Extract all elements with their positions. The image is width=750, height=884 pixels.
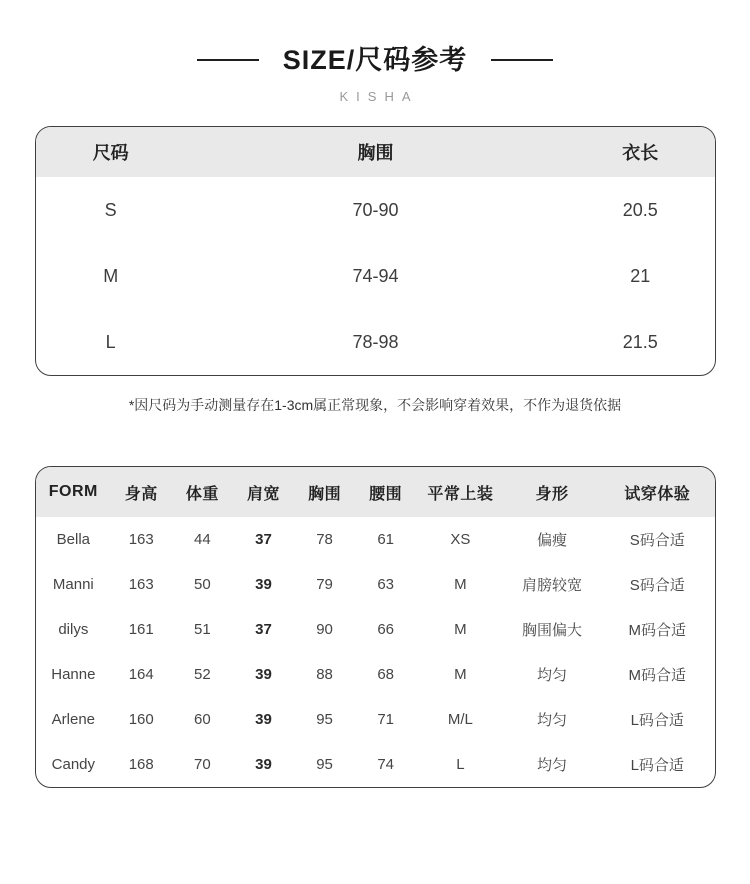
table-cell: Bella bbox=[56, 531, 91, 548]
table-cell: S码合适 bbox=[629, 532, 685, 549]
column-header: 体重 bbox=[172, 467, 233, 517]
table-cell: 88 bbox=[316, 666, 333, 683]
fit-table-header-row bbox=[36, 467, 715, 517]
table-row bbox=[36, 697, 715, 742]
column-header: 衣长 bbox=[566, 127, 715, 177]
table-cell: Hanne bbox=[51, 666, 96, 683]
table-cell: M bbox=[454, 576, 467, 593]
table-row bbox=[36, 309, 715, 375]
size-table-card bbox=[35, 126, 716, 376]
table-cell: 均匀 bbox=[537, 712, 568, 729]
table-cell: 20.5 bbox=[622, 199, 658, 220]
column-header: 身高 bbox=[111, 467, 172, 517]
table-cell: S bbox=[104, 199, 117, 220]
fit-table-body bbox=[36, 517, 715, 787]
table-cell: 37 bbox=[255, 621, 272, 638]
brand-name: KISHA bbox=[339, 89, 419, 104]
table-cell: 均匀 bbox=[537, 667, 568, 684]
table-cell: 161 bbox=[128, 621, 154, 638]
column-header: 胸围 bbox=[294, 467, 355, 517]
column-header: 腰围 bbox=[355, 467, 416, 517]
table-cell: 70 bbox=[194, 756, 211, 773]
table-cell: 71 bbox=[377, 711, 395, 728]
table-cell: 44 bbox=[194, 531, 211, 548]
table-cell: 160 bbox=[128, 711, 154, 728]
table-cell: M码合适 bbox=[628, 622, 687, 639]
table-cell: 39 bbox=[255, 756, 272, 773]
table-cell: 90 bbox=[316, 621, 333, 638]
table-cell: S码合适 bbox=[629, 577, 685, 594]
column-header: 尺码 bbox=[36, 127, 185, 177]
table-cell: 60 bbox=[194, 711, 211, 728]
table-cell: 50 bbox=[194, 576, 211, 593]
table-cell: L bbox=[105, 331, 116, 352]
table-cell: 39 bbox=[255, 666, 272, 683]
table-cell: Candy bbox=[51, 756, 96, 773]
table-cell: M bbox=[454, 621, 467, 638]
column-header: 胸围 bbox=[185, 127, 565, 177]
table-cell: 均匀 bbox=[537, 757, 568, 774]
column-header: 试穿体验 bbox=[600, 467, 715, 517]
column-header: 肩宽 bbox=[233, 467, 294, 517]
table-cell: 78-98 bbox=[352, 331, 399, 352]
table-cell: 51 bbox=[194, 621, 211, 638]
table-cell: 胸围偏大 bbox=[522, 622, 583, 639]
table-cell: 66 bbox=[377, 621, 395, 638]
table-cell: 70-90 bbox=[352, 199, 399, 220]
table-cell: M bbox=[103, 265, 119, 286]
table-cell: 偏瘦 bbox=[537, 532, 568, 549]
table-row bbox=[36, 742, 715, 787]
table-cell: 164 bbox=[128, 666, 154, 683]
table-cell: XS bbox=[450, 531, 471, 548]
table-cell: 61 bbox=[377, 531, 395, 548]
size-table-header-row bbox=[36, 127, 715, 177]
table-cell: dilys bbox=[58, 621, 89, 638]
title-divider-right bbox=[491, 59, 553, 61]
table-cell: 95 bbox=[316, 711, 333, 728]
table-cell: M码合适 bbox=[628, 667, 687, 684]
size-table-header bbox=[36, 127, 715, 177]
table-cell: 21.5 bbox=[622, 331, 658, 352]
table-cell: 78 bbox=[316, 531, 333, 548]
table-row bbox=[36, 243, 715, 309]
table-cell: 63 bbox=[377, 576, 395, 593]
table-cell: 163 bbox=[128, 531, 154, 548]
table-row bbox=[36, 177, 715, 243]
table-cell: L码合适 bbox=[630, 712, 684, 729]
column-header: FORM bbox=[36, 467, 111, 517]
page-title: SIZE/尺码参考 bbox=[282, 45, 468, 75]
table-cell: M/L bbox=[447, 711, 473, 728]
table-row bbox=[36, 562, 715, 607]
table-cell: 163 bbox=[128, 576, 154, 593]
table-cell: Arlene bbox=[51, 711, 96, 728]
section-title-row bbox=[0, 44, 750, 76]
table-cell: 168 bbox=[128, 756, 154, 773]
model-fit-table bbox=[36, 467, 715, 787]
fit-table-card bbox=[35, 466, 716, 788]
table-cell: 52 bbox=[194, 666, 211, 683]
fit-table-header bbox=[36, 467, 715, 517]
title-divider-left bbox=[197, 59, 259, 61]
table-row bbox=[36, 652, 715, 697]
column-header: 身形 bbox=[505, 467, 600, 517]
table-cell: 肩膀较宽 bbox=[522, 577, 583, 594]
table-cell: 37 bbox=[255, 531, 272, 548]
column-header: 平常上装 bbox=[416, 467, 504, 517]
table-cell: 95 bbox=[316, 756, 333, 773]
table-cell: 74-94 bbox=[352, 265, 399, 286]
table-cell: 21 bbox=[630, 265, 651, 286]
size-table-body bbox=[36, 177, 715, 375]
table-cell: Manni bbox=[52, 576, 94, 593]
table-cell: 39 bbox=[255, 711, 272, 728]
table-cell: 68 bbox=[377, 666, 395, 683]
table-cell: L码合适 bbox=[630, 757, 684, 774]
measurement-disclaimer: *因尺码为手动测量存在1-3cm属正常现象，不会影响穿着效果，不作为退货依据 bbox=[128, 397, 622, 413]
table-cell: 39 bbox=[255, 576, 272, 593]
table-cell: L bbox=[456, 756, 465, 773]
table-row bbox=[36, 607, 715, 652]
table-cell: 79 bbox=[316, 576, 333, 593]
table-cell: 74 bbox=[377, 756, 395, 773]
table-cell: M bbox=[454, 666, 467, 683]
table-row bbox=[36, 517, 715, 562]
size-table bbox=[36, 127, 715, 375]
